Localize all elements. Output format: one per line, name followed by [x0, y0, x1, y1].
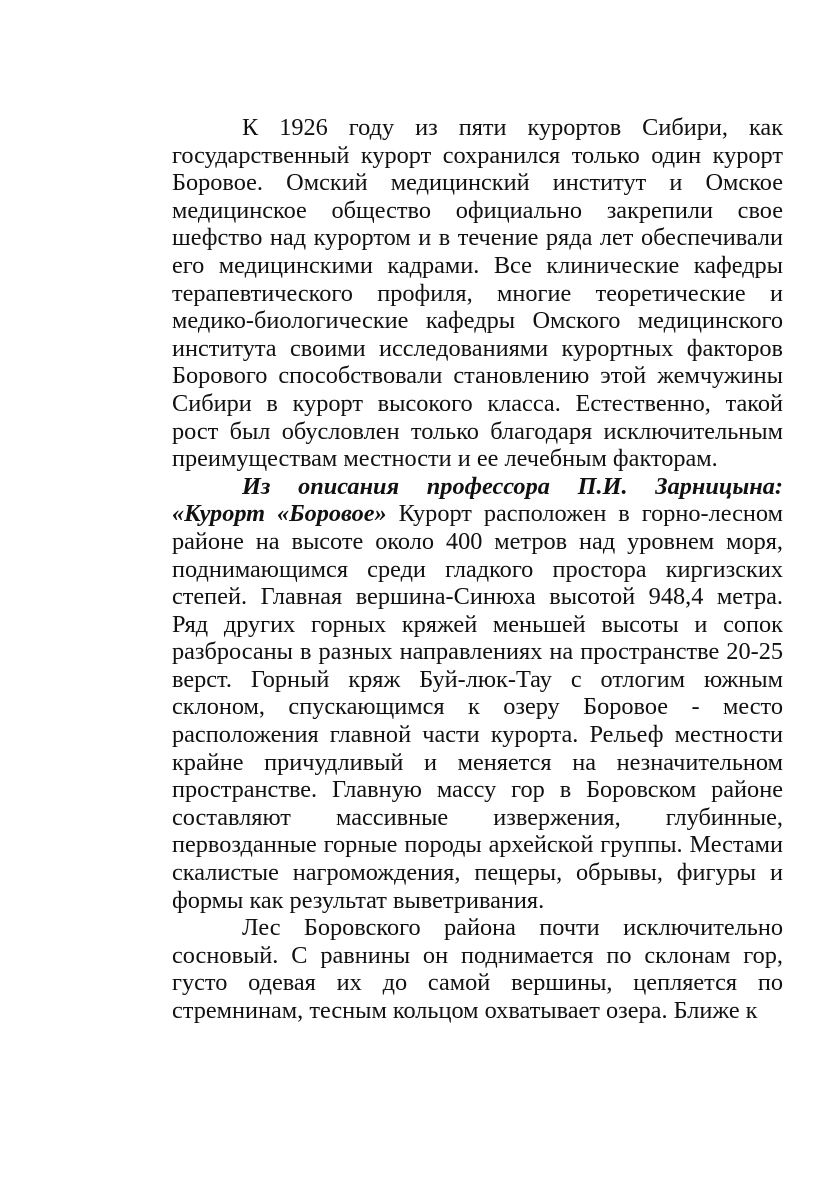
paragraph-3 — [172, 914, 783, 1024]
paragraph-2-text: Курорт расположен в горно-лесном районе на высоте около 400 метров над уровнем моря, поднимающимся среди гладкого простора киргизских степей. Главная вершина-Синюха высотой 948,4 метра. Ряд других горных кряжей меньшей высоты и сопок разбросаны в разных направлениях на пространстве 20-25 верст. Горный кряж Буй-люк-Тау с отлогим южным склоном, спускающимся к озеру Боровое - место расположения главной части курорта. Рельеф местности крайне причудливый и меняется на незначительном пространстве. Главную массу гор в Боровском районе составляют массивные извержения, глубинные, первозданные горные породы архейской группы. Местами скалистые нагромождения, пещеры, обрывы, фигуры и формы как результат выветривания. — [172, 500, 783, 914]
quote-source-heading: Из описания профессора П.И. Зарницына: «Курорт «Боровое» — [172, 472, 783, 528]
paragraph-2 — [172, 473, 783, 915]
document-body — [172, 114, 783, 1025]
paragraph-1 — [172, 114, 783, 473]
paragraph-3-text: Лес Боровского района почти исключительно сосновый. С равнины он поднимается по склонам гор, густо одевая их до самой вершины, цепляется по стремнинам, тесным кольцом охватывает озера. Ближе к — [172, 914, 783, 1024]
paragraph-1-text: К 1926 году из пяти курортов Сибири, как государственный курорт сохранился только один курорт Боровое. Омский медицинский институт и Омское медицинское общество официально закрепили свое шефство над курортом и в течение ряда лет обеспечивали его медицинскими кадрами. Все клинические кафедры терапевтического профиля, многие теоретические и медико-биологические кафедры Омского медицинского института своими исследованиями курортных факторов Борового способствовали становлению этой жемчужины Сибири в курорт высокого класса. Естественно, такой рост был обусловлен только благодаря исключительным преимуществам местности и ее лечебным факторам. — [172, 114, 783, 473]
